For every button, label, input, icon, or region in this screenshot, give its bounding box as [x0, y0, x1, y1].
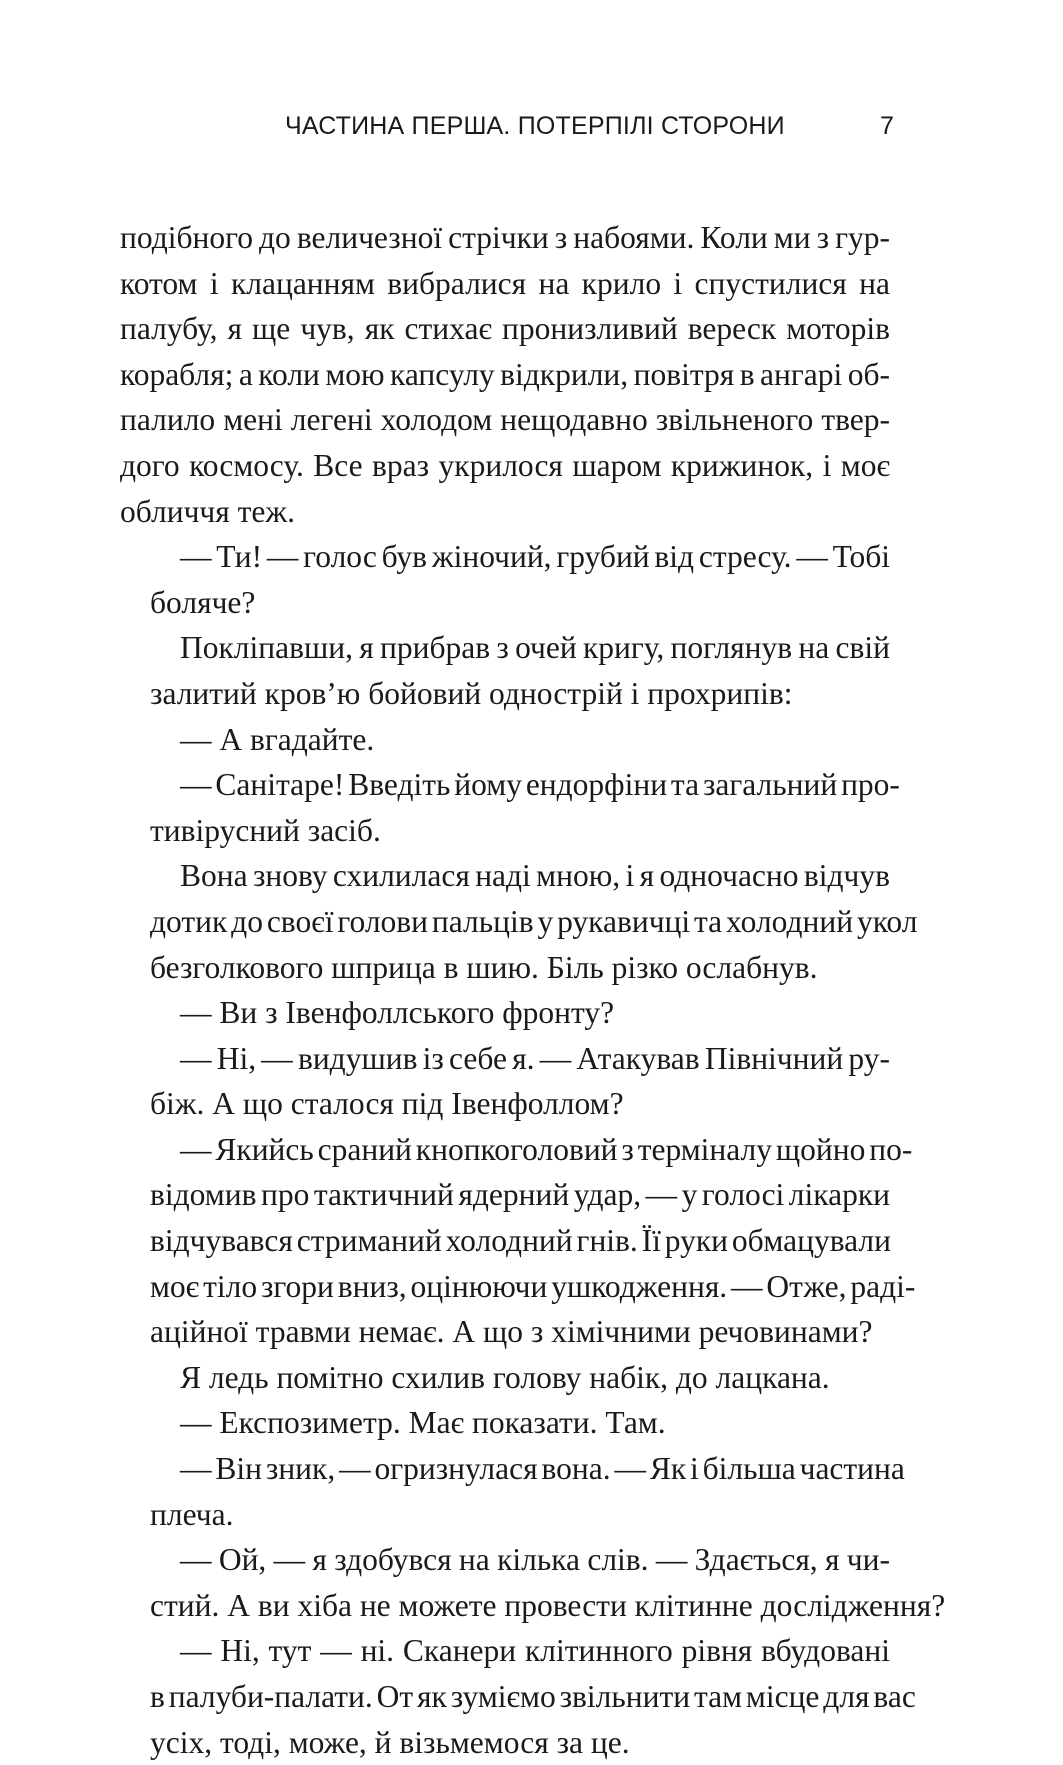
- running-head: [0, 112, 1063, 152]
- text-line: плеча.: [150, 1496, 234, 1532]
- text-line: — Ні, — видушив із себе я. — Атакував Північний ру-: [180, 1040, 890, 1076]
- text-line: палило мені легені холодом нещодавно звільненого твер-: [120, 402, 890, 438]
- text-line: моє тіло згори вниз, оцінюючи ушкодження. — Отже, раді-: [150, 1268, 916, 1304]
- paragraph: [120, 1036, 890, 1127]
- text-line: — Ви з Івенфоллського фронту?: [180, 995, 615, 1031]
- page-number: 7: [880, 112, 895, 140]
- text-line: — А вгадайте.: [180, 721, 375, 757]
- body-text: [120, 215, 946, 1765]
- text-line: безголкового шприца в шию. Біль різко ослабнув.: [150, 949, 818, 985]
- text-line: боляче?: [150, 584, 256, 620]
- text-line: корабля; а коли мою капсулу відкрили, повітря в ангарі об-: [120, 356, 890, 392]
- paragraph: [120, 1355, 890, 1401]
- text-line: — Ти! — голос був жіночий, грубий від стресу. — Тобі: [180, 539, 890, 575]
- text-line: подібного до величезної стрічки з набоями. Коли ми з гур-: [120, 220, 890, 255]
- paragraph: [120, 1127, 916, 1355]
- text-line: тивірусний засіб.: [150, 812, 381, 848]
- text-line: дого космосу. Все враз укрилося шаром крижинок, і моє: [120, 447, 890, 483]
- text-line: відчувався стриманий холодний гнів. Її руки обмацували: [150, 1223, 891, 1259]
- paragraph: [120, 215, 890, 534]
- text-line: залитий кров’ю бойовий однострій і прохрипів:: [150, 675, 793, 711]
- text-line: палубу, я ще чув, як стихає пронизливий вереск моторів: [120, 311, 890, 347]
- text-line: — Експозиметр. Має показати. Там.: [180, 1405, 666, 1441]
- text-line: Я ледь помітно схилив голову набік, до лацкана.: [180, 1359, 830, 1395]
- text-line: обличчя теж.: [120, 493, 296, 529]
- paragraph: [120, 1446, 905, 1537]
- text-line: — Він зник, — огризнулася вона. — Як і більша частина: [180, 1451, 905, 1487]
- text-line: аційної травми немає. А що з хімічними речовинами?: [150, 1314, 873, 1350]
- text-line: — Ой, — я здобувся на кілька слів. — Здається, я чи-: [180, 1542, 890, 1578]
- paragraph: [120, 1628, 916, 1765]
- paragraph: [120, 534, 890, 625]
- running-title: ЧАСТИНА ПЕРША. ПОТЕРПІЛІ СТОРОНИ: [285, 112, 785, 140]
- text-line: котом і клацанням вибралися на крило і спустилися на: [120, 265, 890, 301]
- text-line: дотик до своєї голови пальців у рукавичці та холодний укол: [150, 903, 918, 939]
- text-line: — Ні, тут — ні. Сканери клітинного рівня вбудовані: [180, 1633, 890, 1669]
- paragraph: [120, 1537, 946, 1628]
- paragraph: [120, 990, 890, 1036]
- text-line: усіх, тоді, може, й візьмемося за це.: [150, 1724, 630, 1760]
- paragraph: [120, 625, 890, 716]
- text-line: стий. А ви хіба не можете провести клітинне дослідження?: [150, 1587, 946, 1623]
- paragraph: [120, 1400, 890, 1446]
- text-line: — Якийсь сраний кнопкоголовий з терміналу щойно по-: [180, 1131, 913, 1167]
- text-line: в палуби-палати. От як зуміємо звільнити там місце для вас: [150, 1679, 916, 1714]
- paragraph: [120, 853, 918, 990]
- paragraph: [120, 717, 890, 763]
- text-line: біж. А що сталося під Івенфоллом?: [150, 1086, 624, 1122]
- text-line: відомив про тактичний ядерний удар, — у голосі лікарки: [150, 1177, 890, 1213]
- paragraph: [120, 762, 900, 853]
- text-line: Покліпавши, я прибрав з очей кригу, поглянув на свій: [180, 630, 890, 666]
- text-line: — Санітаре! Введіть йому ендорфіни та загальний про-: [180, 767, 900, 803]
- text-line: Вона знову схилилася наді мною, і я одночасно відчув: [180, 858, 890, 894]
